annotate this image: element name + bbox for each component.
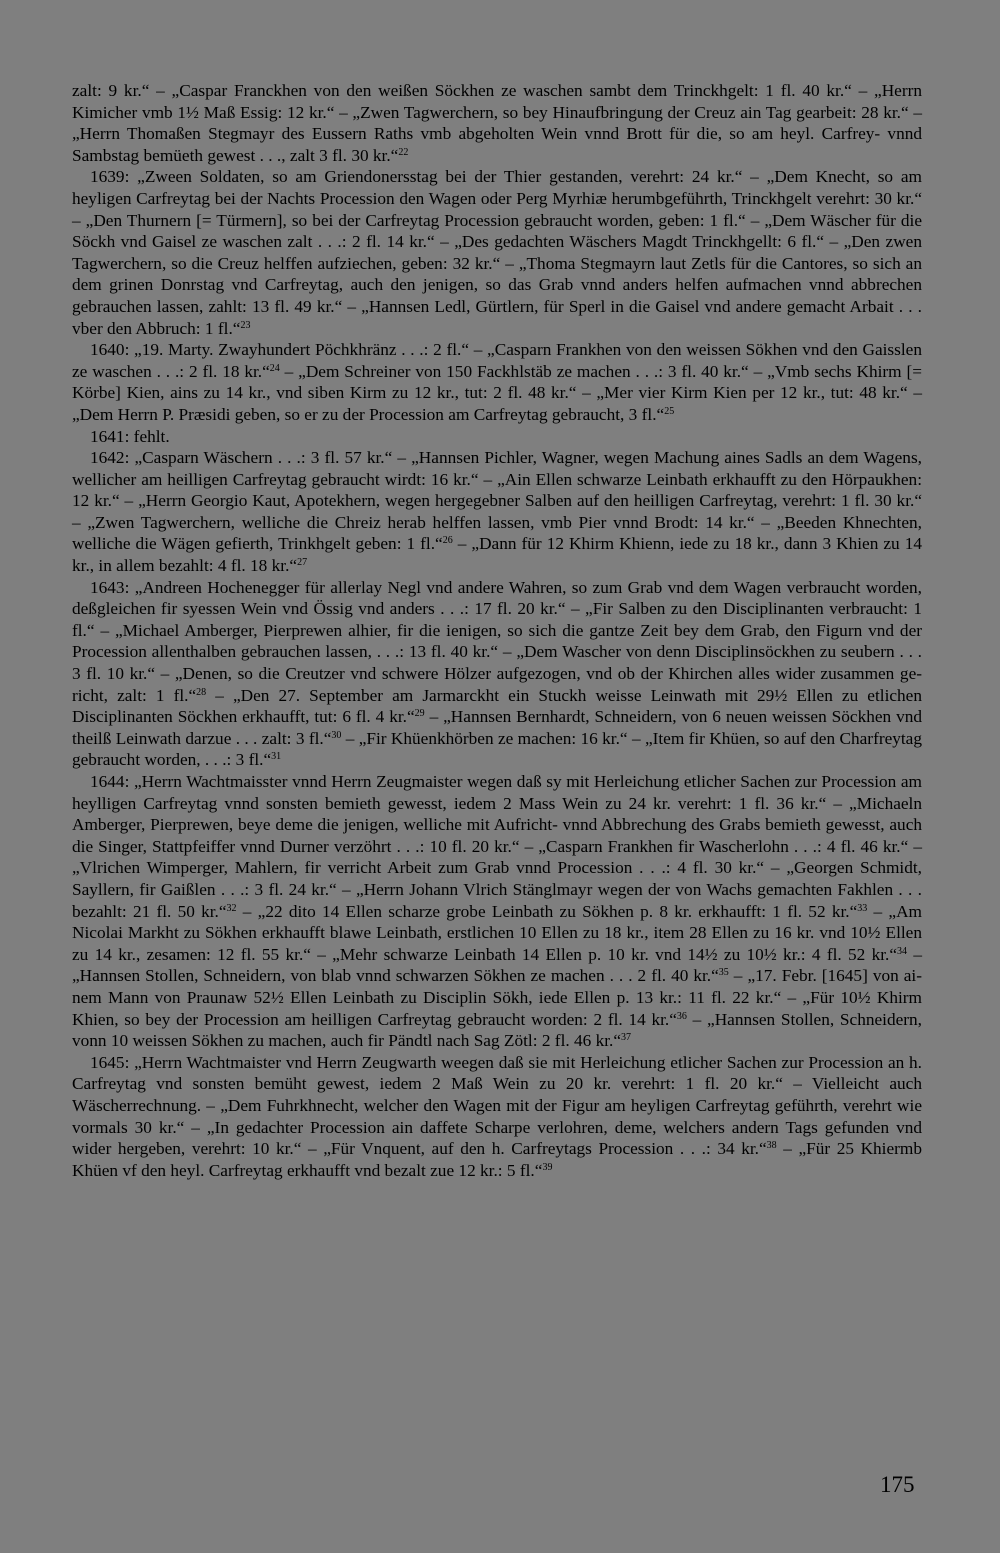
footnote-marker: 36 xyxy=(676,1010,687,1022)
footnote-marker: 35 xyxy=(718,967,729,979)
footnote-marker: 23 xyxy=(240,319,251,331)
footnote-marker: 33 xyxy=(857,902,868,914)
footnote-marker: 29 xyxy=(414,708,425,720)
footnote-marker: 26 xyxy=(442,535,453,547)
footnote-marker: 34 xyxy=(897,945,908,957)
footnote-marker: 31 xyxy=(271,751,282,763)
footnote-marker: 24 xyxy=(269,362,280,374)
footnote-marker: 39 xyxy=(542,1161,553,1173)
body-text xyxy=(72,80,922,1181)
paragraph: zalt: 9 kr.“ – „Caspar Franckhen von den weißen Söckhen ze waschen sambt dem Trinckhgelt: 1 fl. 40 kr.“ – „Herrn Kimicher vmb 1½ Maß Essig: 12 kr.“ – „Zwen Tagwerchern, so bey Hinaufbringung der Creuz ain Tag gearbeit: 28 kr.“ – „Herrn Thomaßen Stegmayr des Eussern Raths vmb abgeholten Wein vnnd Brott für die, so am heyl. Carfrey- vnnd Sambstag bemüeth gewest . . ., zalt 3 fl. 30 kr.“$^{22}$ xyxy=(72,81,922,165)
paragraph: 1643: „Andreen Hochenegger für allerlay Negl vnd andere Wahren, so zum Grab vnd dem Wagen verbraucht worden, deßgleichen fir syessen Wein vnd Össig vnd anders . . .: 17 fl. 20 kr.“ – „Fir Salben zu den Disciplinanten verbraucht: 1 fl.“ – „Michael Amberger, Pierprewen alhier, fir die ienigen, so sich die gantze Zeit bey dem Grab, den Figurn vnd der Procession allenthalben gebrauchen lassen, . . .: 13 fl. 40 kr.“ – „Dem Wascher von denn Disciplinsöckhen zu seubern . . . 3 fl. 10 kr.“ – „Denen, so die Creutzer vnd schwere Hölzer aufgezogen, vnd ob der Khirchen alles wider zusammen gericht, zalt: 1 fl.“$^{28}$ – „Den 27. September am Jarmarckht ein Stuckh weisse Leinwath mit 29½ Ellen zu etlichen Disciplinanten Söckhen erkhaufft, tut: 6 fl. 4 kr.“$^{29}$ – „Hannsen Bernhardt, Schneidern, von 6 neuen weissen Söckhen vnd theilß Leinwath darzue . . . zalt: 3 fl.“$^{30}$ – „Fir Khüenkhörben ze machen: 16 kr.“ – „Item fir Khüen, so auf den Charfreytag gebraucht worden, . . .: 3 fl.“$^{31}$ xyxy=(72,577,923,770)
paragraph: 1644: „Herrn Wachtmaisster vnnd Herrn Zeugmaister wegen daß sy mit Herleichung etlicher Sachen zur Procession am heylligen Carfreytag vnnd sonsten bemieth gewesst, iedem 2 Mass Wein zu 24 kr. verehrt: 1 fl. 36 kr.“ – „Michaeln Amberger, Pierprewen, beye deme die jenigen, welliche mit Aufricht- vnnd Abbrechung des Grabs bemieth gewesst, auch die Singer, Stattpfeiffer vnnd Durner verzöhrt . . .: 10 fl. 20 kr.“ – „Casparn Frankhen fir Wascherlohn . . .: 4 fl. 46 kr.“ – „Vlrichen Wimperger, Mahlern, fir verricht Arbeit zum Grab vnnd Procession . . .: 4 fl. 30 kr.“ – „Georgen Schmidt, Sayllern, fir Gaißlen . . .: 3 fl. 24 kr.“ – „Herrn Johann Vlrich Stänglmayr wegen der von Wachs gemachten Fakhlen . . . bezahlt: 21 fl. 50 kr.“$^{32}$ – „22 dito 14 Ellen scharze grobe Leinbath zu Sökhen p. 8 kr. erkhaufft: 1 fl. 52 kr.“$^{33}$ – „Am Nicolai Markht zu Sökhen erkhaufft blawe Leinbath, erstlichen 10 Ellen zu 18 kr., item 28 Ellen zu 16 kr. vnd 10½ Ellen zu 14 kr., zesamen: 12 fl. 55 kr.“ – „Mehr schwarze Leinbath 14 Ellen p. 10 kr. vnd 14½ zu 10½ kr.: 4 fl. 52 kr.“$^{34}$ – „Hannsen Stollen, Schneidern, von blab vnnd schwarzen Sökhen ze machen . . . 2 fl. 40 kr.“$^{35}$ – „17. Febr. [1645] von ainem Mann von Praunaw 52½ Ellen Leinbath zu Disciplin Sökh, iede Ellen p. 13 kr.: 11 fl. 22 kr.“ – „Für 10½ Khirm Khien, so bey der Procession am heilligen Carfreytag gebraucht worden: 2 fl. 14 kr.“$^{36}$ – „Hannsen Stollen, Schneidern, vonn 10 weissen Sökhen zu machen, auch fir Pändtl nach Sag Zötl: 2 fl. 46 kr.“$^{37}$ xyxy=(72,772,922,1051)
paragraph: 1639: „Zween Soldaten, so am Griendonersstag bei der Thier gestanden, verehrt: 24 kr.“ – „Dem Knecht, so am heyligen Carfreytag bei der Nachts Procession den Wagen oder Perg Myrhiæ herumbgeführth, Trinckhgelt verehrt: 30 kr.“ – „Den Thurnern [= Türmern], so bei der Carfreytag Procession gebraucht worden, geben: 1 fl.“ – „Dem Wäscher für die Söckh vnd Gaisel ze waschen zalt . . .: 2 fl. 14 kr.“ – „Des gedachten Wäschers Magdt Trinckhgellt: 6 fl.“ – „Den zwen Tagwerchern, so die Creuz helffen aufziechen, geben: 32 kr.“ – „Thoma Stegmayrn laut Zetls für die Cantores, so sich an dem grinen Donrstag vnd Carfreytag, auch den jenigen, so das Grab vnnd anders helfen aufmachen vnnd abbrechen gebrauchen lassen, zahlt: 13 fl. 49 kr.“ – „Hannsen Ledl, Gürtlern, für Sperl in die Gaisel vnd andere gemacht Arbait . . . vber den Abbruch: 1 fl.“$^{23}$ xyxy=(72,167,922,338)
footnote-marker: 32 xyxy=(226,902,237,914)
footnote-marker: 37 xyxy=(621,1032,632,1044)
footnote-marker: 25 xyxy=(664,405,675,417)
paragraph: 1645: „Herrn Wachtmaister vnd Herrn Zeugwarth weegen daß sie mit Herleichung etlicher Sachen zur Procession an h. Carfreytag vnd sonsten bemüht gewest, iedem 2 Maß Wein zu 20 kr. verehrt: 1 fl. 20 kr.“ – Vielleicht auch Wäscherrechnung. – „Dem Fuhrkhnecht, welcher den Wagen mit der Figur am heyligen Carfreytag geführth, verehrt wie vormals 30 kr.“ – „In gedachter Procession ain daffete Scharpe verlohren, deme, welchers andern Tags gefunden vnd wider hergeben, verehrt: 10 kr.“ – „Für Vnquent, auf den h. Carfreytags Procession . . .: 34 kr.“$^{38}$ – „Für 25 Khiermb Khüen vf den heyl. Carfreytag erkhaufft vnd bezalt zue 12 kr.: 5 fl.“$^{39}$ xyxy=(72,1052,922,1180)
paragraph: 1640: „19. Marty. Zwayhundert Pöchkhränz . . .: 2 fl.“ – „Casparn Frankhen von den weissen Sökhen vnd den Gaisslen ze waschen . . .: 2 fl. 18 kr.“$^{24}$ – „Dem Schreiner von 150 Fackhlstäb ze machen . . .: 3 fl. 40 kr.“ – „Vmb sechs Khirm [= Körbe] Kien, ains zu 14 kr., vnd siben Kirm zu 12 kr., tut: 2 fl. 48 kr.“ – „Mer vier Kirm Kien per 12 kr., tut: 48 kr.“ – „Dem Herrn P. Præsidi geben, so er zu der Procession am Carfreytag gebraucht, 3 fl.“$^{25}$ xyxy=(72,340,922,424)
paragraph: 1642: „Casparn Wäschern . . .: 3 fl. 57 kr.“ – „Hannsen Pichler, Wagner, wegen Machung aines Sadls an dem Wagens, wellicher am heilligen Carfreytag gebraucht wirdt: 16 kr.“ – „Ain Ellen schwarze Leinbath erkhaufft zu den Hörpaukhen: 12 kr.“ – „Herrn Georgio Kaut, Apotekhern, wegen hergegebner Salben auf den heilligen Carfreytag, verehrt: 1 fl. 30 kr.“ – „Zwen Tagwerchern, welliche die Chreiz herab helffen lassen, vmb Pier vnnd Brodt: 14 kr.“ – „Beeden Khnechten, welliche die Wägen gefierth, Trinkhgelt geben: 1 fl.“$^{26}$ – „Dann für 12 Khirm Khienn, iede zu 18 kr., dann 3 Khien zu 14 kr., in allem bezahlt: 4 fl. 18 kr.“$^{27}$ xyxy=(72,448,923,576)
page-number: 175 xyxy=(880,1472,915,1497)
footnote-marker: 22 xyxy=(398,146,409,158)
paragraph: 1641: fehlt. xyxy=(90,426,170,446)
footnote-marker: 30 xyxy=(331,729,342,741)
footnote-marker: 38 xyxy=(766,1140,777,1152)
footnote-marker: 27 xyxy=(297,557,308,569)
footnote-marker: 28 xyxy=(196,686,207,698)
